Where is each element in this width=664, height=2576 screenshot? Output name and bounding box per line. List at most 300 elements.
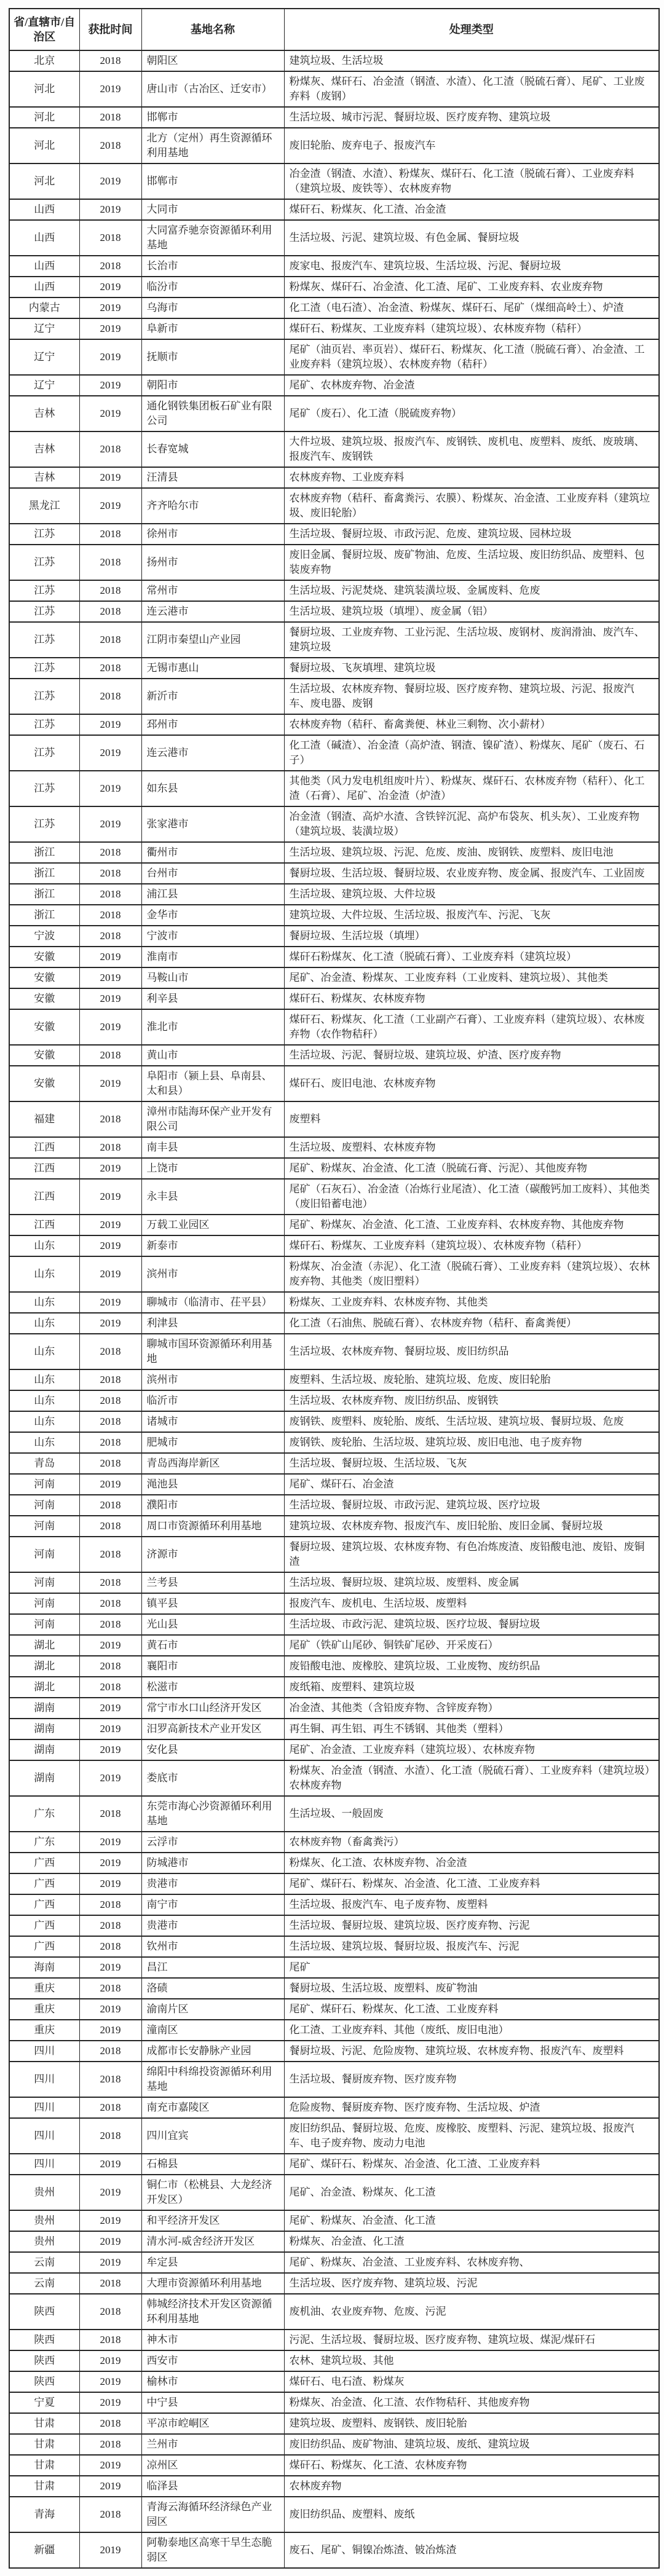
cell-province: 山西 bbox=[9, 220, 79, 256]
table-row bbox=[9, 2252, 659, 2273]
table-row bbox=[9, 1369, 659, 1390]
cell-base: 神木市 bbox=[141, 2330, 284, 2350]
cell-year: 2019 bbox=[79, 1292, 141, 1313]
table-row bbox=[9, 1978, 659, 1999]
cell-base: 聊城市国环资源循环利用基地 bbox=[141, 1334, 284, 1369]
cell-types: 粉煤灰、冶金渣（赤泥）、化工渣（脱硫石膏）、工业废弃料（建筑垃圾）、农林废弃物、其他类（废旧塑料） bbox=[284, 1256, 659, 1292]
cell-province: 吉林 bbox=[9, 396, 79, 431]
cell-base: 渑池县 bbox=[141, 1474, 284, 1495]
cell-province: 四川 bbox=[9, 2118, 79, 2154]
cell-base: 聊城市（临清市、茌平县） bbox=[141, 1292, 284, 1313]
cell-base: 东莞市海心沙资源循环利用基地 bbox=[141, 1796, 284, 1832]
cell-province: 重庆 bbox=[9, 2020, 79, 2041]
cell-types: 生活垃圾、市政污泥、建筑垃圾、医疗垃圾、餐厨垃圾 bbox=[284, 1614, 659, 1635]
table-row bbox=[9, 622, 659, 658]
table-row bbox=[9, 735, 659, 771]
cell-types: 煤矸石、粉煤灰、工业废弃料（建筑垃圾）、农林废弃物（秸秆） bbox=[284, 318, 659, 339]
cell-base: 成都市长安静脉产业园 bbox=[141, 2041, 284, 2062]
table-row bbox=[9, 2392, 659, 2413]
cell-year: 2018 bbox=[79, 2062, 141, 2097]
cell-year: 2019 bbox=[79, 1066, 141, 1101]
cell-year: 2018 bbox=[79, 2330, 141, 2350]
cell-base: 青海云海循环经济绿色产业园区 bbox=[141, 2497, 284, 2532]
table-row bbox=[9, 1432, 659, 1453]
cell-types: 废钢铁、废轮胎、生活垃圾、建筑垃圾、废旧电池、电子废弃物 bbox=[284, 1432, 659, 1453]
cell-base: 兰考县 bbox=[141, 1572, 284, 1593]
cell-year: 2019 bbox=[79, 735, 141, 771]
cell-year: 2019 bbox=[79, 2252, 141, 2273]
cell-year: 2018 bbox=[79, 884, 141, 905]
cell-province: 河南 bbox=[9, 1474, 79, 1495]
cell-year: 2018 bbox=[79, 905, 141, 926]
table-row bbox=[9, 1158, 659, 1179]
cell-province: 甘肃 bbox=[9, 2455, 79, 2476]
cell-base: 防城港市 bbox=[141, 1853, 284, 1873]
cell-year: 2019 bbox=[79, 1853, 141, 1873]
table-row bbox=[9, 1957, 659, 1978]
cell-types: 煤矸石、粉煤灰、农林废弃物 bbox=[284, 988, 659, 1009]
table-row bbox=[9, 1453, 659, 1474]
cell-year: 2018 bbox=[79, 1516, 141, 1537]
cell-province: 江西 bbox=[9, 1179, 79, 1215]
table-row bbox=[9, 2294, 659, 2330]
table-row bbox=[9, 842, 659, 863]
cell-base: 诸城市 bbox=[141, 1411, 284, 1432]
table-row bbox=[9, 1698, 659, 1719]
table-row bbox=[9, 524, 659, 545]
cell-year: 2019 bbox=[79, 1698, 141, 1719]
cell-base: 扬州市 bbox=[141, 545, 284, 580]
cell-year: 2018 bbox=[79, 256, 141, 277]
cell-year: 2019 bbox=[79, 714, 141, 735]
table-row bbox=[9, 967, 659, 988]
cell-types: 其他类（风力发电机组废叶片）、粉煤灰、煤矸石、农林废弃物（秸秆）、化工渣（石膏）、尾矿、冶金渣（炉渣） bbox=[284, 771, 659, 806]
cell-types: 餐厨垃圾、生活垃圾、废塑料、废矿物油 bbox=[284, 1978, 659, 1999]
cell-province: 山西 bbox=[9, 256, 79, 277]
table-row bbox=[9, 128, 659, 163]
cell-year: 2019 bbox=[79, 1256, 141, 1292]
cell-types: 煤矸石、粉煤灰、化工渣、农林废弃物 bbox=[284, 2455, 659, 2476]
table-row bbox=[9, 806, 659, 842]
cell-year: 2018 bbox=[79, 926, 141, 947]
cell-base: 常宁市水口山经济开发区 bbox=[141, 1698, 284, 1719]
cell-province: 河南 bbox=[9, 1572, 79, 1593]
cell-types: 废钢铁、废塑料、废轮胎、废纸、生活垃圾、建筑垃圾、餐厨垃圾、危废 bbox=[284, 1411, 659, 1432]
cell-base: 韩城经济技术开发区资源循环利用基地 bbox=[141, 2294, 284, 2330]
cell-types: 废铅酸电池、废橡胶、建筑垃圾、工业废物、废纺织品 bbox=[284, 1656, 659, 1677]
cell-types: 生活垃圾、餐厨垃圾、建筑垃圾、废塑料、废金属 bbox=[284, 1572, 659, 1593]
cell-base: 平凉市崆峒区 bbox=[141, 2413, 284, 2434]
cell-base: 和平经济开发区 bbox=[141, 2210, 284, 2231]
cell-types: 废机油、农业废弃物、危废、污泥 bbox=[284, 2294, 659, 2330]
cell-year: 2018 bbox=[79, 220, 141, 256]
table-row bbox=[9, 1066, 659, 1101]
cell-year: 2018 bbox=[79, 107, 141, 128]
cell-types: 生活垃圾、农林废弃物、餐厨垃圾、废旧纺织品 bbox=[284, 1334, 659, 1369]
cell-base: 黄石市 bbox=[141, 1635, 284, 1656]
cell-base: 无锡市惠山 bbox=[141, 658, 284, 679]
cell-province: 重庆 bbox=[9, 1978, 79, 1999]
cell-base: 石棉县 bbox=[141, 2154, 284, 2175]
cell-base: 南丰县 bbox=[141, 1137, 284, 1158]
cell-year: 2019 bbox=[79, 199, 141, 220]
cell-base: 永丰县 bbox=[141, 1179, 284, 1215]
cell-base: 中宁县 bbox=[141, 2392, 284, 2413]
column-header-province: 省/直辖市/自治区 bbox=[9, 9, 79, 50]
table-row bbox=[9, 1495, 659, 1516]
cell-province: 江苏 bbox=[9, 714, 79, 735]
cell-types: 废旧纺织品、废矿物油、建筑垃圾、废纸、建筑垃圾 bbox=[284, 2434, 659, 2455]
table-row bbox=[9, 1179, 659, 1215]
cell-year: 2018 bbox=[79, 1593, 141, 1614]
cell-province: 重庆 bbox=[9, 1999, 79, 2020]
cell-base: 临泽县 bbox=[141, 2476, 284, 2497]
cell-types: 生活垃圾、一般固废 bbox=[284, 1796, 659, 1832]
cell-base: 汨罗高新技术产业开发区 bbox=[141, 1719, 284, 1739]
cell-base: 连云港市 bbox=[141, 735, 284, 771]
cell-types: 废家电、报废汽车、建筑垃圾、生活垃圾、污泥、餐厨垃圾 bbox=[284, 256, 659, 277]
table-row bbox=[9, 1894, 659, 1915]
cell-province: 河南 bbox=[9, 1537, 79, 1572]
cell-types: 废塑料、生活垃圾、废轮胎、建筑垃圾、危废、废旧轮胎 bbox=[284, 1369, 659, 1390]
cell-types: 尾矿、煤矸石、粉煤灰、化工渣、工业废弃料 bbox=[284, 1999, 659, 2020]
table-row bbox=[9, 277, 659, 297]
cell-year: 2018 bbox=[79, 50, 141, 71]
table-row bbox=[9, 2476, 659, 2497]
cell-province: 四川 bbox=[9, 2041, 79, 2062]
table-row bbox=[9, 2020, 659, 2041]
cell-base: 松滋市 bbox=[141, 1677, 284, 1698]
cell-year: 2019 bbox=[79, 988, 141, 1009]
table-row bbox=[9, 1796, 659, 1832]
cell-year: 2018 bbox=[79, 1369, 141, 1390]
cell-province: 浙江 bbox=[9, 863, 79, 884]
cell-province: 安徽 bbox=[9, 1045, 79, 1066]
cell-province: 江苏 bbox=[9, 545, 79, 580]
table-row bbox=[9, 2175, 659, 2210]
cell-year: 2018 bbox=[79, 1614, 141, 1635]
cell-types: 生活垃圾、餐厨垃圾、生活垃圾、飞灰 bbox=[284, 1453, 659, 1474]
cell-base: 长治市 bbox=[141, 256, 284, 277]
cell-year: 2018 bbox=[79, 524, 141, 545]
cell-year: 2019 bbox=[79, 277, 141, 297]
table-row bbox=[9, 71, 659, 107]
cell-province: 陕西 bbox=[9, 2330, 79, 2350]
cell-base: 南宁市 bbox=[141, 1894, 284, 1915]
cell-types: 生活垃圾、城市污泥、餐厨垃圾、医疗废弃物、建筑垃圾 bbox=[284, 107, 659, 128]
cell-year: 2018 bbox=[79, 1796, 141, 1832]
table-row bbox=[9, 1832, 659, 1853]
cell-base: 牟定县 bbox=[141, 2252, 284, 2273]
cell-base: 淮南市 bbox=[141, 947, 284, 967]
cell-province: 安徽 bbox=[9, 1009, 79, 1045]
cell-year: 2019 bbox=[79, 488, 141, 524]
cell-types: 尾矿、农林废弃物、冶金渣 bbox=[284, 375, 659, 396]
cell-year: 2018 bbox=[79, 1334, 141, 1369]
cell-province: 辽宁 bbox=[9, 339, 79, 375]
cell-types: 尾矿、粉煤灰、冶金渣、工业废弃料、农林废弃物、 bbox=[284, 2252, 659, 2273]
cell-types: 粉煤灰、煤矸石、冶金渣、化工渣、尾矿、工业废弃料、农业废弃物 bbox=[284, 277, 659, 297]
cell-province: 山西 bbox=[9, 277, 79, 297]
cell-province: 山东 bbox=[9, 1432, 79, 1453]
cell-province: 江苏 bbox=[9, 580, 79, 601]
cell-types: 化工渣（石油焦、脱硫石膏）、农林废弃物（秸秆、畜禽粪便） bbox=[284, 1313, 659, 1334]
cell-types: 粉煤灰、工业废弃料、农林废弃物、其他类 bbox=[284, 1292, 659, 1313]
table-row bbox=[9, 1614, 659, 1635]
cell-province: 贵州 bbox=[9, 2175, 79, 2210]
cell-base: 贵港市 bbox=[141, 1873, 284, 1894]
cell-types: 大件垃圾、建筑垃圾、报废汽车、废钢铁、废机电、废塑料、废纸、废玻璃、报废汽车、废钢铁 bbox=[284, 431, 659, 467]
cell-province: 浙江 bbox=[9, 884, 79, 905]
cell-year: 2018 bbox=[79, 1390, 141, 1411]
table-row bbox=[9, 863, 659, 884]
cell-types: 尾矿（铁矿山尾砂、铜铁矿尾砂、开采废石） bbox=[284, 1635, 659, 1656]
table-row bbox=[9, 1677, 659, 1698]
cell-base: 大同市 bbox=[141, 199, 284, 220]
cell-year: 2019 bbox=[79, 1957, 141, 1978]
cell-base: 朝阳市 bbox=[141, 375, 284, 396]
cell-year: 2019 bbox=[79, 1999, 141, 2020]
cell-types: 废纸箱、废塑料、建筑垃圾 bbox=[284, 1677, 659, 1698]
table-row bbox=[9, 601, 659, 622]
cell-base: 长春宽城 bbox=[141, 431, 284, 467]
table-row bbox=[9, 1045, 659, 1066]
table-row bbox=[9, 199, 659, 220]
cell-year: 2018 bbox=[79, 1537, 141, 1572]
cell-types: 建筑垃圾、大件垃圾、生活垃圾、报废汽车、污泥、飞灰 bbox=[284, 905, 659, 926]
cell-base: 阜新市 bbox=[141, 318, 284, 339]
cell-province: 湖南 bbox=[9, 1698, 79, 1719]
cell-types: 尾矿 bbox=[284, 1957, 659, 1978]
cell-base: 台州市 bbox=[141, 863, 284, 884]
cell-types: 粉煤灰、煤矸石、冶金渣（钢渣、水渣）、化工渣（脱硫石膏）、尾矿、工业废弃料（废钢） bbox=[284, 71, 659, 107]
cell-year: 2018 bbox=[79, 2273, 141, 2294]
table-row bbox=[9, 1137, 659, 1158]
cell-year: 2018 bbox=[79, 580, 141, 601]
cell-year: 2018 bbox=[79, 2041, 141, 2062]
cell-base: 万载工业园区 bbox=[141, 1215, 284, 1235]
cell-province: 河北 bbox=[9, 163, 79, 199]
cell-year: 2019 bbox=[79, 806, 141, 842]
table-row bbox=[9, 1719, 659, 1739]
cell-types: 农林废弃物（畜禽粪污） bbox=[284, 1832, 659, 1853]
cell-province: 江苏 bbox=[9, 524, 79, 545]
cell-types: 化工渣（电石渣）、冶金渣、粉煤灰、煤矸石、尾矿（煤细高岭土）、炉渣 bbox=[284, 297, 659, 318]
cell-year: 2019 bbox=[79, 2231, 141, 2252]
cell-province: 广西 bbox=[9, 1873, 79, 1894]
table-row bbox=[9, 658, 659, 679]
cell-year: 2019 bbox=[79, 1179, 141, 1215]
cell-province: 广西 bbox=[9, 1915, 79, 1936]
table-row bbox=[9, 339, 659, 375]
cell-province: 江西 bbox=[9, 1215, 79, 1235]
cell-province: 河北 bbox=[9, 71, 79, 107]
table-row bbox=[9, 1999, 659, 2020]
cell-province: 甘肃 bbox=[9, 2476, 79, 2497]
cell-base: 邳州市 bbox=[141, 714, 284, 735]
cell-year: 2018 bbox=[79, 2497, 141, 2532]
cell-base: 宁波市 bbox=[141, 926, 284, 947]
cell-base: 常州市 bbox=[141, 580, 284, 601]
table-row bbox=[9, 2210, 659, 2231]
table-row bbox=[9, 580, 659, 601]
cell-types: 煤矸石、粉煤灰、化工渣（工业副产石膏）、工业废弃料（建筑垃圾）、农林废弃物（农作物秸秆） bbox=[284, 1009, 659, 1045]
cell-base: 襄阳市 bbox=[141, 1656, 284, 1677]
cell-types: 生活垃圾、污泥、餐厨垃圾、建筑垃圾、炉渣、医疗废弃物 bbox=[284, 1045, 659, 1066]
cell-base: 北方（定州）再生资源循环利用基地 bbox=[141, 128, 284, 163]
cell-base: 榆林市 bbox=[141, 2371, 284, 2392]
cell-year: 2018 bbox=[79, 545, 141, 580]
cell-province: 广西 bbox=[9, 1853, 79, 1873]
cell-province: 浙江 bbox=[9, 905, 79, 926]
cell-base: 洛碛 bbox=[141, 1978, 284, 1999]
cell-province: 辽宁 bbox=[9, 318, 79, 339]
table-row bbox=[9, 1760, 659, 1796]
cell-base: 凉州区 bbox=[141, 2455, 284, 2476]
cell-base: 临汾市 bbox=[141, 277, 284, 297]
cell-types: 农林废弃物（秸秆、畜禽粪便、林业三剩物、次小薪材） bbox=[284, 714, 659, 735]
cell-province: 广东 bbox=[9, 1796, 79, 1832]
cell-year: 2019 bbox=[79, 2210, 141, 2231]
cell-province: 江苏 bbox=[9, 658, 79, 679]
cell-year: 2018 bbox=[79, 1045, 141, 1066]
column-header-base: 基地名称 bbox=[141, 9, 284, 50]
cell-year: 2019 bbox=[79, 2392, 141, 2413]
cell-province: 广西 bbox=[9, 1936, 79, 1957]
cell-year: 2019 bbox=[79, 396, 141, 431]
cell-types: 农林废弃物 bbox=[284, 2476, 659, 2497]
cell-types: 尾矿、冶金渣、粉煤灰、工业废弃料（工业废料、建筑垃圾）、其他类 bbox=[284, 967, 659, 988]
cell-base: 利辛县 bbox=[141, 988, 284, 1009]
cell-types: 污泥、生活垃圾、餐厨垃圾、医疗废弃物、建筑垃圾、煤泥/煤矸石 bbox=[284, 2330, 659, 2350]
cell-province: 河南 bbox=[9, 1614, 79, 1635]
cell-base: 渝南片区 bbox=[141, 1999, 284, 2020]
cell-province: 江苏 bbox=[9, 679, 79, 714]
cell-year: 2018 bbox=[79, 1432, 141, 1453]
cell-year: 2019 bbox=[79, 2350, 141, 2371]
cell-province: 江苏 bbox=[9, 622, 79, 658]
cell-base: 西安市 bbox=[141, 2350, 284, 2371]
table-row bbox=[9, 1411, 659, 1432]
table-row bbox=[9, 947, 659, 967]
cell-province: 湖北 bbox=[9, 1635, 79, 1656]
cell-base: 如东县 bbox=[141, 771, 284, 806]
cell-base: 漳州市陆海环保产业开发有限公司 bbox=[141, 1101, 284, 1137]
cell-year: 2019 bbox=[79, 1760, 141, 1796]
cell-year: 2019 bbox=[79, 339, 141, 375]
cell-base: 濮阳市 bbox=[141, 1495, 284, 1516]
table-row bbox=[9, 545, 659, 580]
cell-year: 2019 bbox=[79, 1215, 141, 1235]
cell-base: 唐山市（古冶区、迁安市） bbox=[141, 71, 284, 107]
table-row bbox=[9, 1009, 659, 1045]
table-row bbox=[9, 1739, 659, 1760]
cell-base: 金华市 bbox=[141, 905, 284, 926]
cell-province: 山东 bbox=[9, 1313, 79, 1334]
cell-types: 生活垃圾、报废汽车、电子废弃物、废塑料 bbox=[284, 1894, 659, 1915]
cell-province: 河南 bbox=[9, 1593, 79, 1614]
cell-year: 2018 bbox=[79, 2294, 141, 2330]
cell-base: 黄山市 bbox=[141, 1045, 284, 1066]
cell-types: 生活垃圾、污泥、建筑垃圾、有色金属、餐厨垃圾 bbox=[284, 220, 659, 256]
table-row bbox=[9, 2434, 659, 2455]
table-row bbox=[9, 375, 659, 396]
cell-year: 2018 bbox=[79, 1894, 141, 1915]
cell-province: 福建 bbox=[9, 1101, 79, 1137]
cell-province: 新疆 bbox=[9, 2532, 79, 2568]
cell-province: 山东 bbox=[9, 1292, 79, 1313]
cell-province: 广东 bbox=[9, 1832, 79, 1853]
cell-base: 淮北市 bbox=[141, 1009, 284, 1045]
cell-province: 湖北 bbox=[9, 1656, 79, 1677]
cell-year: 2018 bbox=[79, 1453, 141, 1474]
cell-province: 江西 bbox=[9, 1137, 79, 1158]
table-row bbox=[9, 1537, 659, 1572]
cell-year: 2018 bbox=[79, 1978, 141, 1999]
cell-base: 利津县 bbox=[141, 1313, 284, 1334]
cell-year: 2019 bbox=[79, 318, 141, 339]
table-row bbox=[9, 297, 659, 318]
cell-types: 尾矿、煤矸石、粉煤灰、冶金渣、化工渣、工业废弃料 bbox=[284, 1873, 659, 1894]
cell-province: 安徽 bbox=[9, 1066, 79, 1101]
cell-province: 甘肃 bbox=[9, 2413, 79, 2434]
cell-year: 2019 bbox=[79, 1009, 141, 1045]
cell-types: 粉煤灰、冶金渣、化工渣、农作物秸秆、其他废弃物 bbox=[284, 2392, 659, 2413]
cell-year: 2018 bbox=[79, 863, 141, 884]
cell-province: 山东 bbox=[9, 1390, 79, 1411]
cell-types: 尾矿、冶金渣、工业废弃料（建筑垃圾）、农林废弃物 bbox=[284, 1739, 659, 1760]
cell-base: 四川宜宾 bbox=[141, 2118, 284, 2154]
cell-types: 粉煤灰、冶金渣（钢渣、水渣）、化工渣（脱硫石膏）、工业废弃料（建筑垃圾）农林废弃物 bbox=[284, 1760, 659, 1796]
cell-base: 阿勒泰地区高寒干旱生态脆弱区 bbox=[141, 2532, 284, 2568]
table-row bbox=[9, 1215, 659, 1235]
cell-types: 尾矿、粉煤灰、冶金渣、化工渣（脱硫石膏、污泥）、其他废弃物 bbox=[284, 1158, 659, 1179]
cell-base: 马鞍山市 bbox=[141, 967, 284, 988]
cell-types: 煤矸石、废旧电池、农林废弃物 bbox=[284, 1066, 659, 1101]
table-row bbox=[9, 905, 659, 926]
cell-province: 辽宁 bbox=[9, 375, 79, 396]
cell-province: 河北 bbox=[9, 128, 79, 163]
table-row bbox=[9, 1915, 659, 1936]
cell-types: 尾矿、冶金渣、粉煤灰、化工渣 bbox=[284, 2175, 659, 2210]
cell-year: 2019 bbox=[79, 2455, 141, 2476]
cell-base: 青岛西海岸新区 bbox=[141, 1453, 284, 1474]
cell-base: 绵阳中科绵投资源循环利用基地 bbox=[141, 2062, 284, 2097]
cell-province: 贵州 bbox=[9, 2231, 79, 2252]
table-row bbox=[9, 1853, 659, 1873]
cell-year: 2019 bbox=[79, 1832, 141, 1853]
table-row bbox=[9, 1656, 659, 1677]
cell-province: 四川 bbox=[9, 2154, 79, 2175]
cell-base: 徐州市 bbox=[141, 524, 284, 545]
table-row bbox=[9, 2273, 659, 2294]
cell-types: 餐厨垃圾、建筑垃圾、农林废弃物、有色冶炼废渣、废铅酸电池、废铅、废铜渣 bbox=[284, 1537, 659, 1572]
cell-province: 山西 bbox=[9, 199, 79, 220]
cell-province: 山东 bbox=[9, 1334, 79, 1369]
cell-province: 江西 bbox=[9, 1158, 79, 1179]
cell-types: 废旧金属、餐厨垃圾、废矿物油、危废、生活垃圾、废旧纺织品、废塑料、包装废弃物 bbox=[284, 545, 659, 580]
cell-base: 连云港市 bbox=[141, 601, 284, 622]
table-row bbox=[9, 107, 659, 128]
cell-province: 四川 bbox=[9, 2062, 79, 2097]
cell-base: 济源市 bbox=[141, 1537, 284, 1572]
cell-year: 2019 bbox=[79, 2154, 141, 2175]
table-row bbox=[9, 431, 659, 467]
table-row bbox=[9, 1873, 659, 1894]
cell-year: 2018 bbox=[79, 658, 141, 679]
table-row bbox=[9, 2231, 659, 2252]
cell-types: 报废汽车、废机电、生活垃圾、废塑料 bbox=[284, 1593, 659, 1614]
